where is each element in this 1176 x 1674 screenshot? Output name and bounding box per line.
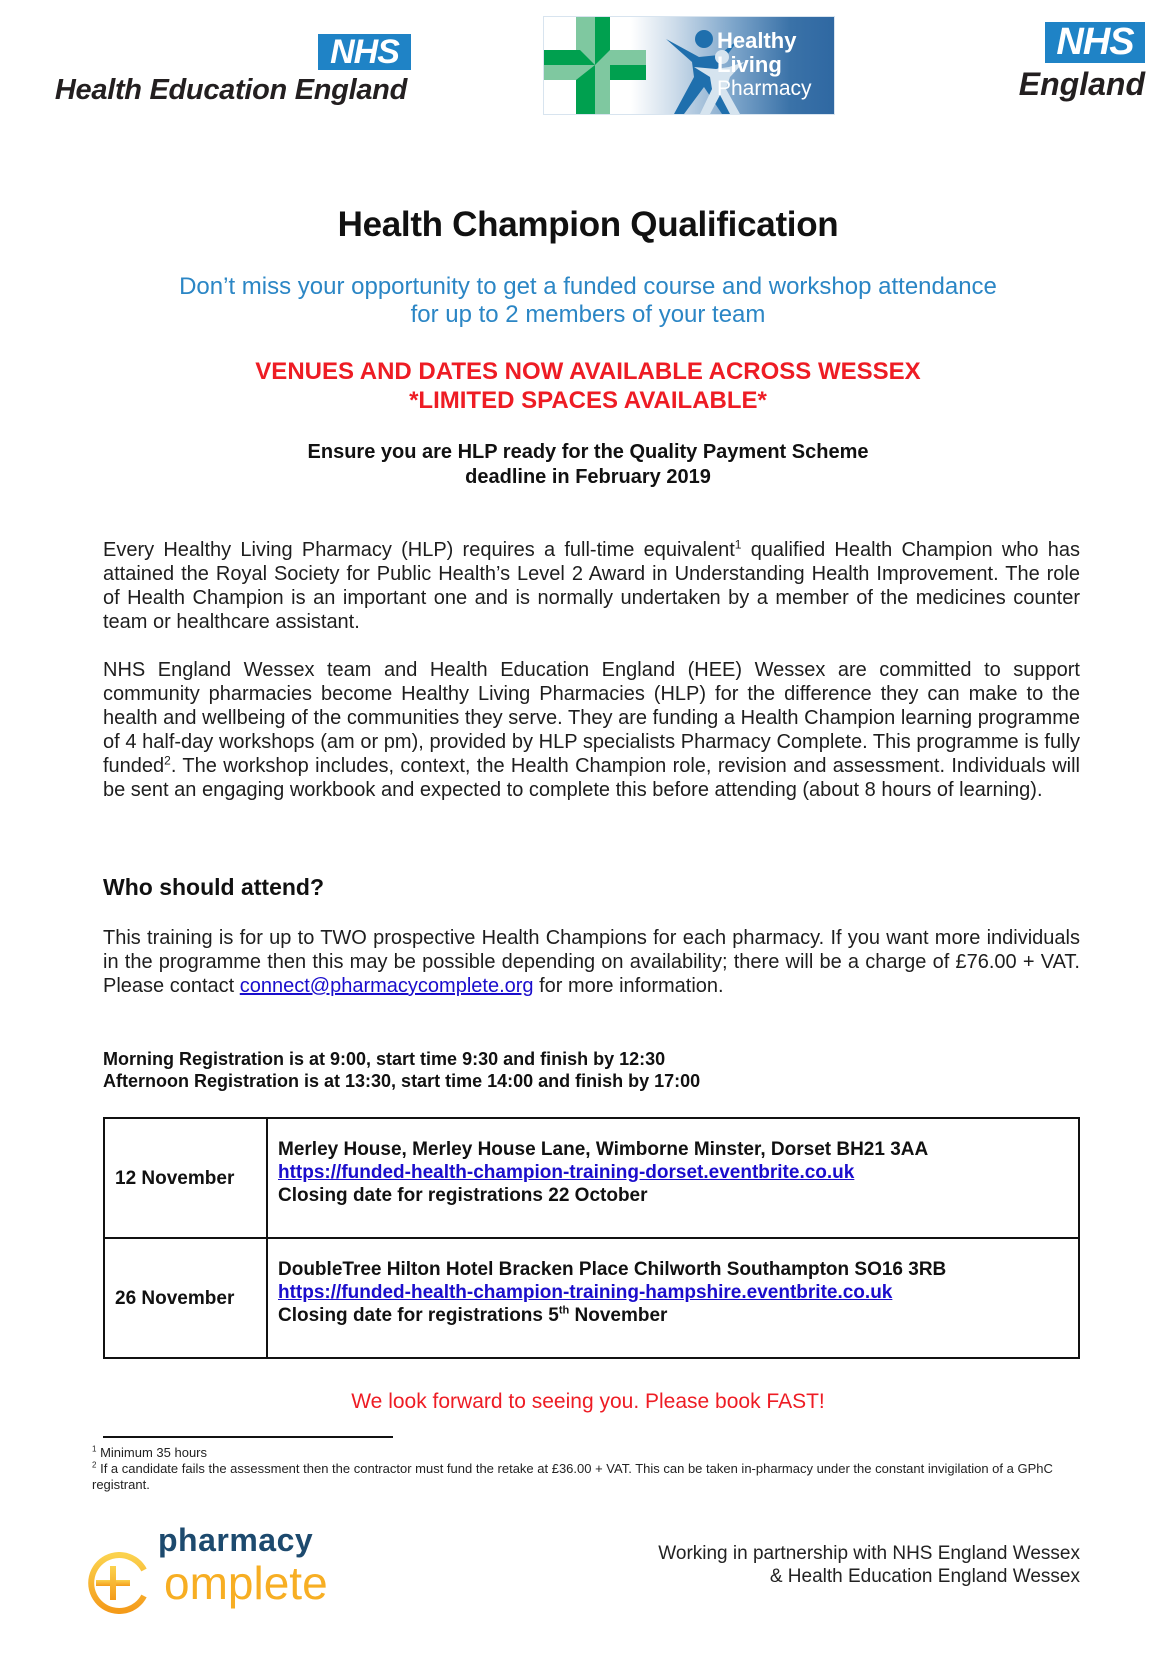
venue-address: DoubleTree Hilton Hotel Bracken Place Chilworth Southampton SO16 3RB xyxy=(278,1259,947,1280)
partnership-statement xyxy=(560,1542,1080,1588)
venue-date: 26 November xyxy=(104,1238,267,1358)
subtitle-line-2: for up to 2 members of your team xyxy=(410,301,766,328)
funding-paragraph: NHS England Wessex team and Health Education England (HEE) Wessex are committed to support community pharmacies become Healthy Living Pharmacies (HLP) for the difference they can make to the health and wellbeing of the communities they serve. They are funding a Health Champion learning programme of 4 half-day workshops (am or pm), provided by HLP specialists Pharmacy Complete. This programme is fully funded$^2$. The workshop includes, context, the Health Champion role, revision and assessment. Individuals will be sent an engaging workbook and expected to complete this before attending (about 8 hours of learning). xyxy=(103,659,1080,801)
deadline-notice xyxy=(0,440,1176,490)
pharmacy-complete-logo xyxy=(82,1522,382,1612)
page-title: Health Champion Qualification xyxy=(337,205,839,244)
pharmacy-complete-logo-top: pharmacy xyxy=(158,1522,314,1558)
venue-address: Merley House, Merley House Lane, Wimborne Minster, Dorset BH21 3AA xyxy=(278,1139,929,1160)
footnote-1: $^1$ Minimum 35 hours xyxy=(92,1444,208,1460)
table-row xyxy=(104,1238,1079,1358)
venue-date: 12 November xyxy=(104,1118,267,1238)
partnership-line-2: & Health Education England Wessex xyxy=(769,1566,1080,1587)
venues-table xyxy=(103,1117,1080,1359)
attendance-paragraph: This training is for up to TWO prospective Health Champions for each pharmacy. If you want more individuals in the programme then this may be possible depending on availability; there will be a charge of £76.00 + VAT. Please contact connect@pharmacycomplete.org for more information. xyxy=(103,927,1080,997)
nhs-england-logo-text: England xyxy=(1018,66,1145,102)
alert-line-2: *LIMITED SPACES AVAILABLE* xyxy=(409,387,767,414)
footnotes xyxy=(92,1445,1082,1493)
venue-info xyxy=(267,1118,1079,1238)
partnership-line-1: Working in partnership with NHS England Wessex xyxy=(658,1543,1080,1564)
hlp-logo-healthy: Healthy xyxy=(717,28,797,53)
pharmacy-complete-logo-bottom: omplete xyxy=(164,1557,328,1609)
healthy-living-pharmacy-logo xyxy=(543,16,835,115)
footnote-divider xyxy=(103,1436,393,1438)
intro-paragraph: Every Healthy Living Pharmacy (HLP) requires a full-time equivalent$^1$ qualified Health Champion who has attained the Royal Society for Public Health’s Level 2 Award in Understanding Health Improvement. The role of Health Champion is an important one and is normally undertaken by a member of the medicines counter team or healthcare assistant. xyxy=(103,537,1080,633)
nhs-badge: NHS xyxy=(318,34,411,70)
subtitle-line-1: Don’t miss your opportunity to get a funded course and workshop attendance xyxy=(179,273,997,300)
deadline-line-2: deadline in February 2019 xyxy=(465,466,711,488)
footnote-ref-1[interactable]: 1 xyxy=(734,537,742,552)
hee-logo-text: Health Education England xyxy=(54,74,407,106)
venue-closing-date: Closing date for registrations 5th November xyxy=(278,1304,668,1326)
venue-registration-link[interactable]: https://funded-health-champion-training-hampshire.eventbrite.co.uk xyxy=(278,1282,893,1303)
footnote-2: $^2$ If a candidate fails the assessment then the contractor must fund the retake at £36.00 + VAT. This can be taken in-pharmacy under the constant invigilation of a GPhC registrant. xyxy=(92,1460,1053,1492)
morning-times: Morning Registration is at 9:00, start time 9:30 and finish by 12:30 xyxy=(103,1049,666,1069)
footnote-ref-2[interactable]: 2 xyxy=(164,753,171,768)
closing-message: We look forward to seeing you. Please book FAST! xyxy=(351,1390,825,1413)
venue-registration-link[interactable]: https://funded-health-champion-training-dorset.eventbrite.co.uk xyxy=(278,1162,855,1183)
venue-closing-date: Closing date for registrations 22 October xyxy=(278,1185,648,1206)
afternoon-times: Afternoon Registration is at 13:30, start time 14:00 and finish by 17:00 xyxy=(103,1071,701,1091)
table-row xyxy=(104,1118,1079,1238)
nhs-england-logo xyxy=(1010,22,1145,102)
hee-logo xyxy=(36,34,411,106)
registration-times xyxy=(103,1048,700,1092)
plus-circle-icon xyxy=(82,1552,162,1614)
subtitle xyxy=(0,273,1176,329)
nhs-badge: NHS xyxy=(1045,22,1145,63)
availability-alert xyxy=(0,357,1176,415)
hlp-logo-pharmacy: Pharmacy xyxy=(717,77,812,100)
contact-email-link[interactable]: connect@pharmacycomplete.org xyxy=(239,975,534,997)
deadline-line-1: Ensure you are HLP ready for the Quality Payment Scheme xyxy=(307,441,869,463)
hlp-logo-living: Living xyxy=(717,52,782,77)
venue-info xyxy=(267,1238,1079,1358)
alert-line-1: VENUES AND DATES NOW AVAILABLE ACROSS WESSEX xyxy=(255,358,921,385)
who-should-attend-heading: Who should attend? xyxy=(103,874,325,900)
